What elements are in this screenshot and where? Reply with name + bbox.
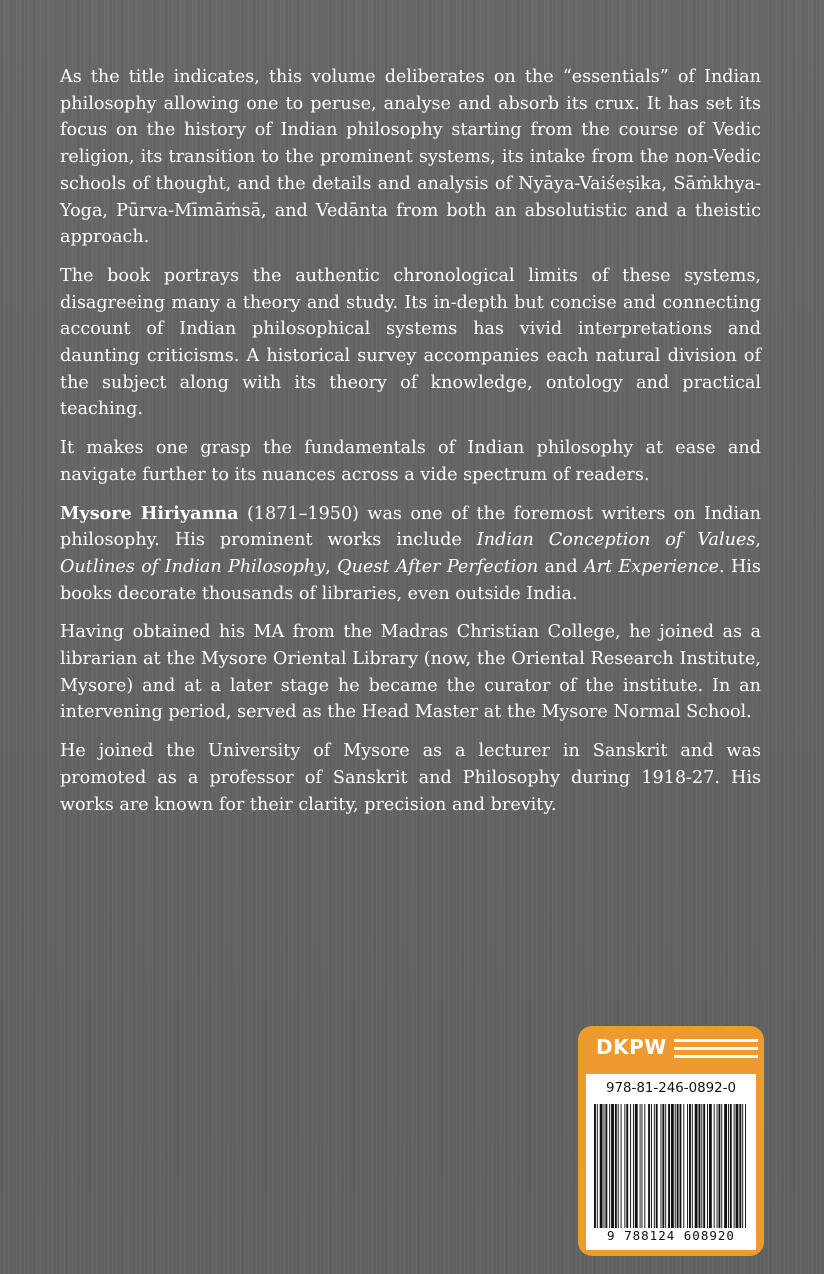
work-title-3: Quest After Perfection bbox=[337, 556, 539, 577]
barcode-image bbox=[592, 1104, 750, 1228]
work-title-4: Art Experience bbox=[583, 556, 720, 577]
separator-3: and bbox=[538, 556, 584, 577]
separator-1: , bbox=[755, 530, 761, 551]
blurb-text bbox=[60, 64, 761, 818]
author-bio-paragraph-2: Having obtained his MA from the Madras Christian College, he joined as a librarian at the Mysore Oriental Library (now, the Oriental Research Institute, Mysore) and at a later stage he became the curator of the institute. In an intervening period, served as the Head Master at the Mysore Normal School. bbox=[60, 622, 761, 723]
blurb-paragraph-2: The book portrays the authentic chronological limits of these systems, disagreeing many a theory and study. Its in-depth but concise and connecting account of Indian philosophical systems has vivid interpretations and daunting criticisms. A historical survey accompanies each natural division of the subject along with its theory of knowledge, ontology and practical teaching. bbox=[60, 265, 761, 420]
author-bio-paragraph-1 bbox=[60, 501, 761, 608]
author-bio-paragraph-3: He joined the University of Mysore as a lecturer in Sanskrit and was promoted as a professor of Sanskrit and Philosophy during 1918-27. His works are known for their clarity, precision and brevity. bbox=[60, 741, 761, 815]
author-bio-text-a: (1871–1950) was one of the foremost writers on Indian philosophy. His prominent works include bbox=[60, 503, 761, 551]
blurb-paragraph-3: It makes one grasp the fundamentals of Indian philosophy at ease and navigate further to its nuances across a vide spectrum of readers. bbox=[60, 438, 761, 485]
publisher-logo-text: DKPW bbox=[596, 1035, 667, 1059]
work-title-1: Indian Conception of Values bbox=[476, 530, 756, 551]
barcode-digits: 9 788124 608920 bbox=[607, 1228, 735, 1243]
blurb-paragraph-1: As the title indicates, this volume deliberates on the “essentials” of Indian philosophy allowing one to peruse, analyse and absorb its crux. It has set its focus on the history of Indian philosophy starting from the course of Vedic religion, its transition to the prominent systems, its intake from the non-Vedic schools of thought, and the details and analysis of Nyāya-Vaiśeṣika, Sāṁkhya-Yoga, Pūrva-Mīmāṁsā, and Vedānta from both an absolutistic and a theistic approach. bbox=[60, 67, 761, 248]
publisher-logo-lines-icon bbox=[674, 1037, 758, 1061]
author-name: Mysore Hiriyanna bbox=[60, 502, 239, 524]
work-title-2: Outlines of Indian Philosophy bbox=[60, 556, 326, 577]
separator-2: , bbox=[325, 556, 338, 577]
author-bio-text-b: . His books decorate thousands of libraries, even outside India. bbox=[60, 556, 761, 604]
isbn-number: 978-81-246-0892-0 bbox=[605, 1081, 737, 1096]
